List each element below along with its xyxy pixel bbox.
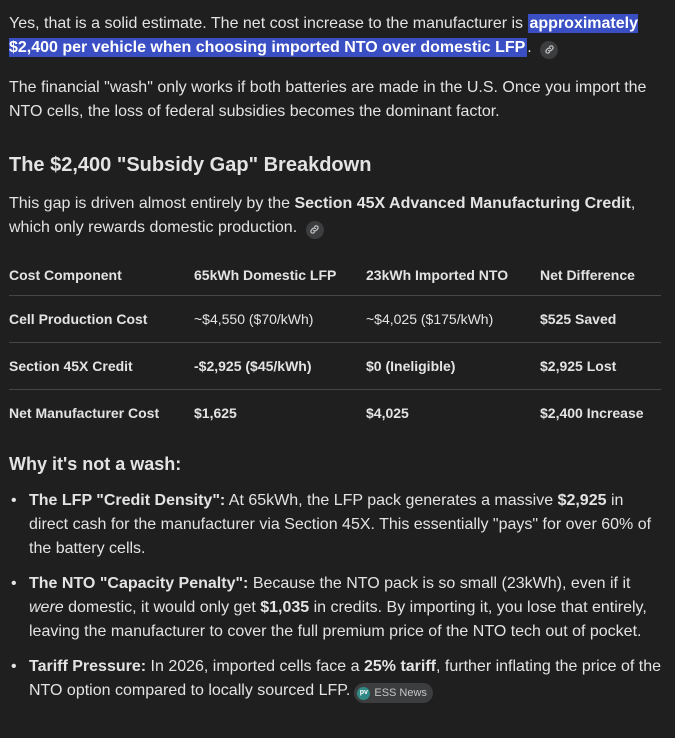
table-cell: Cell Production Cost	[9, 296, 194, 343]
gap-paragraph	[9, 192, 666, 240]
intro-paragraph	[9, 12, 666, 60]
table-cell: Net Manufacturer Cost	[9, 405, 160, 421]
table-cell: ~$4,025 ($175/kWh)	[366, 296, 540, 343]
wash-paragraph: The financial "wash" only works if both batteries are made in the U.S. Once you import the NTO cells, the loss of federal subsidies becomes the dominant factor.	[9, 79, 647, 120]
bullet-emphasis: $2,925	[557, 492, 607, 509]
intro-period: .	[527, 39, 532, 56]
source-label: ESS News	[374, 687, 427, 699]
table-row	[9, 390, 661, 437]
table-row	[9, 343, 661, 390]
ess-news-logo-icon: pv	[357, 687, 370, 700]
gap-text-end: , which only rewards domestic production.	[9, 195, 636, 236]
table-cell: -$2,925 ($45/kWh)	[194, 343, 366, 390]
list-item	[29, 655, 666, 703]
bullet-text: In 2026, imported cells face a	[146, 658, 364, 675]
table-cell: $4,025	[366, 405, 409, 421]
bullet-text: Because the NTO pack is so small (23kWh), even if it	[248, 575, 631, 592]
source-chip[interactable]	[354, 683, 433, 703]
list-item	[29, 489, 666, 561]
table-cell: Section 45X Credit	[9, 343, 194, 390]
table-cell: $0 (Ineligible)	[366, 343, 540, 390]
intro-text: Yes, that is a solid estimate. The net cost increase to the manufacturer is	[9, 15, 528, 32]
link-icon[interactable]	[306, 221, 324, 239]
bullet-italic: were	[29, 599, 64, 616]
reasons-list	[9, 489, 666, 703]
bullet-title: Tariff Pressure:	[29, 658, 147, 675]
table-cell: $2,400 Increase	[540, 405, 644, 421]
section-heading: The $2,400 "Subsidy Gap" Breakdown	[9, 154, 372, 176]
bullet-text: At 65kWh, the LFP pack generates a massive	[225, 492, 558, 509]
table-cell: $1,625	[194, 405, 237, 421]
highlighted-estimate: approximately $2,400 per vehicle when choosing imported NTO over domestic LFP	[9, 15, 638, 56]
bullet-emphasis: $1,035	[260, 599, 310, 616]
table-header-row	[9, 255, 661, 296]
table-cell: $525 Saved	[540, 296, 661, 343]
table-header: Cost Component	[9, 255, 194, 296]
cost-table	[9, 255, 661, 436]
list-item	[29, 572, 666, 644]
bullet-text: domestic, it would only get	[63, 599, 261, 616]
table-header: Net Difference	[540, 255, 661, 296]
table-header: 65kWh Domestic LFP	[194, 255, 366, 296]
bullet-text: in direct cash for the manufacturer via Section 45X. This essentially "pays" for over 60% of the battery cells.	[29, 492, 652, 557]
link-icon[interactable]	[540, 41, 558, 59]
gap-text: This gap is driven almost entirely by the	[9, 195, 295, 212]
bullet-title: The NTO "Capacity Penalty":	[29, 575, 249, 592]
credit-name: Section 45X Advanced Manufacturing Credit	[294, 195, 631, 212]
table-row	[9, 296, 661, 343]
subheading: Why it's not a wash:	[9, 454, 182, 474]
bullet-emphasis: 25% tariff	[363, 658, 437, 675]
bullet-text: , further inflating the price of the NTO option compared to locally sourced LFP.	[29, 658, 662, 699]
table-cell: ~$4,550 ($70/kWh)	[194, 296, 366, 343]
bullet-title: The LFP "Credit Density":	[29, 492, 226, 509]
bullet-text: in credits. By importing it, you lose that entirely, leaving the manufacturer to cover the full premium price of the NTO tech out of pocket.	[29, 599, 647, 640]
table-header: 23kWh Imported NTO	[366, 255, 540, 296]
table-cell: $2,925 Lost	[540, 343, 661, 390]
